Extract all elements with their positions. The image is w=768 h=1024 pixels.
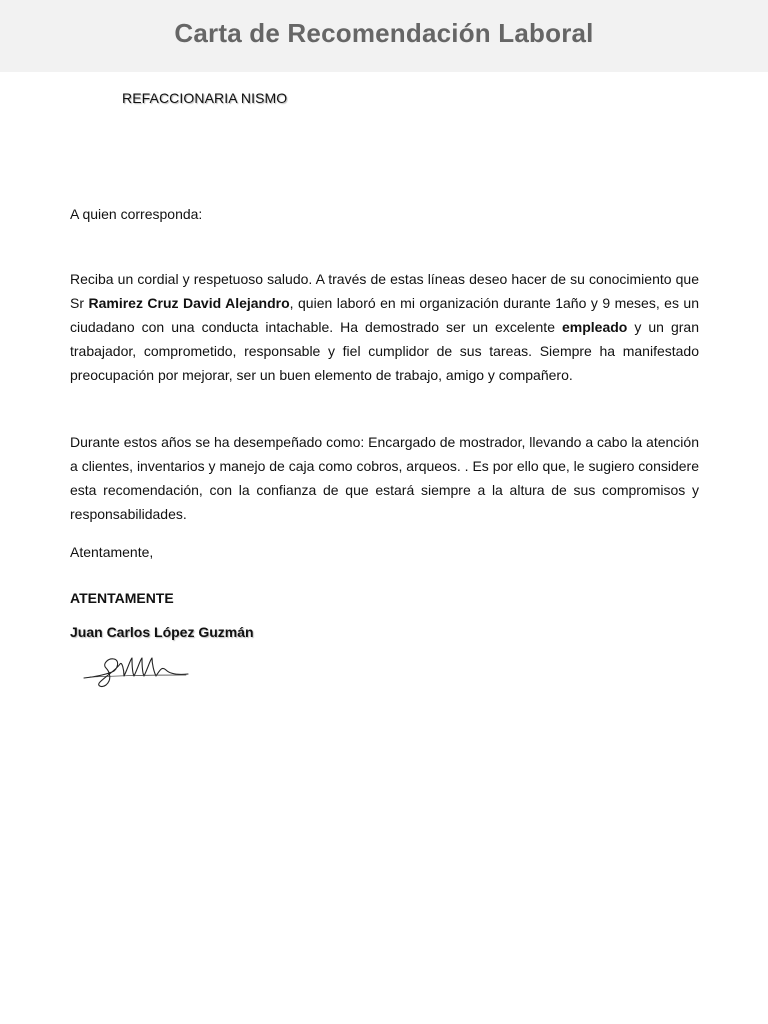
signature-icon — [82, 650, 190, 692]
company-name: REFACCIONARIA NISMO — [122, 90, 288, 106]
document-title: Carta de Recomendación Laboral — [174, 17, 594, 48]
body-paragraph-1 — [70, 267, 699, 387]
closing: Atentamente, — [70, 544, 154, 560]
paragraph-1-text-c: y un gran trabajador, comprometido, responsable y fiel cumplidor de sus tareas. Siempre ha manifestado preocupación por mejorar, ser un buen elemento de trabajo, amigo y compañero. — [70, 319, 699, 383]
body-paragraph-2: Durante estos años se ha desempeñado como: Encargado de mostrador, llevando a cabo la atención a clientes, inventarios y manejo de caja como cobros, arqueos. . Es por ello que, le sugiero considere esta recomendación, con la confianza de que estará siempre a la altura de sus compromisos y responsabilidades. — [70, 434, 699, 522]
employee-name: Ramirez Cruz David Alejandro — [88, 295, 290, 311]
paragraph-1-text-b: , quien laboró en mi organización durante 1año y 9 meses, es un ciudadano con una conducta intachable. Ha demostrado ser un excelente — [70, 295, 700, 335]
header-band — [0, 0, 768, 72]
paragraph-1-text-a: Reciba un cordial y respetuoso saludo. A través de estas líneas deseo hacer de su conocimiento que Sr — [70, 271, 699, 311]
greeting: A quien corresponda: — [70, 206, 203, 222]
highlight-word: empleado — [562, 319, 628, 335]
signer-name: Juan Carlos López Guzmán — [70, 624, 254, 640]
closing-caps: ATENTAMENTE — [70, 590, 174, 606]
